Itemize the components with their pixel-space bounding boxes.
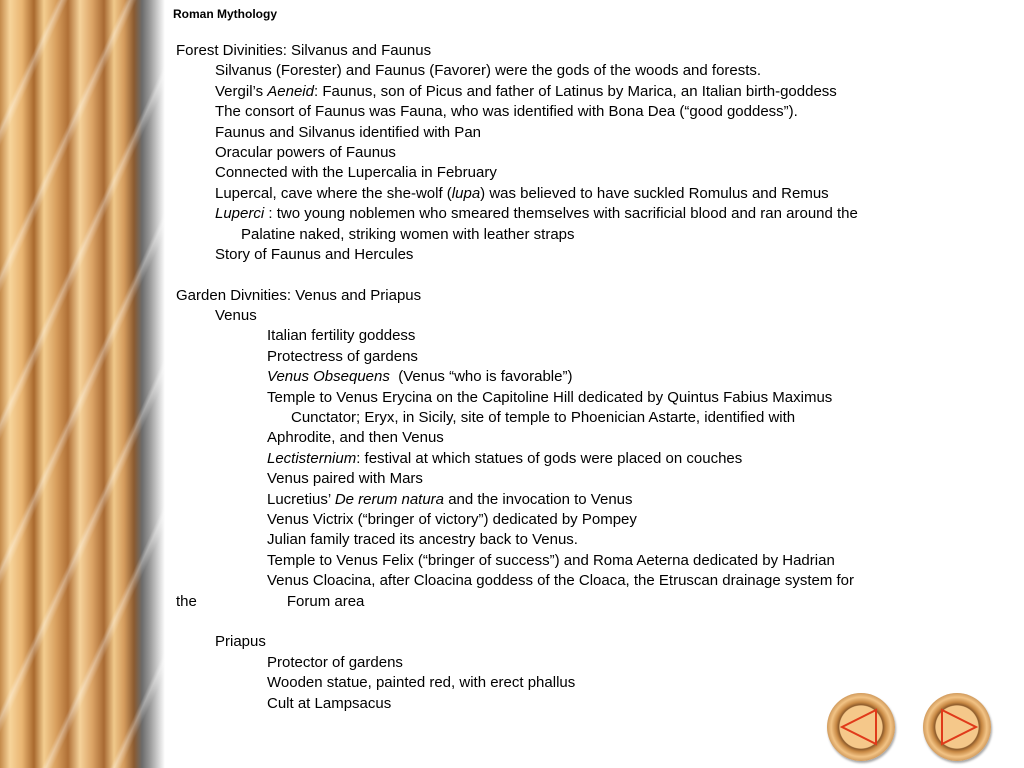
list-item: Wooden statue, painted red, with erect phallus (267, 674, 576, 692)
spacer (176, 265, 976, 285)
list-item (176, 184, 976, 204)
list-item: Venus paired with Mars (267, 470, 423, 488)
text-run: Vergil’s (215, 82, 268, 100)
text-run: : Faunus, son of Picus and father of Latinus by Marica, an Italian birth-goddess (313, 82, 837, 100)
decorative-pillar (0, 0, 165, 768)
list-item: Venus Cloacina, after Cloacina goddess of the Cloaca, the Etruscan drainage system for (267, 572, 854, 590)
text-italic: Venus Obsequens (267, 368, 390, 386)
list-item: Temple to Venus Erycina on the Capitoline Hill dedicated by Quintus Fabius Maximus (267, 388, 833, 406)
list-item (176, 490, 976, 510)
subheading-priapus: Priapus (215, 633, 266, 651)
list-item: Italian fertility goddess (267, 327, 416, 345)
list-item: Silvanus (Forester) and Faunus (Favorer) were the gods of the woods and forests. (215, 62, 762, 80)
text-run: Forum area (286, 592, 365, 610)
heading-forest-divinities: Forest Divinities: Silvanus and Faunus (176, 42, 432, 59)
text-italic: lupa (451, 184, 481, 202)
list-item: Julian family traced its ancestry back to Venus. (267, 531, 578, 549)
list-item (176, 367, 976, 387)
text-run: the (176, 592, 197, 610)
next-slide-button[interactable] (923, 693, 991, 761)
list-item: Story of Faunus and Hercules (215, 245, 414, 263)
list-item: The consort of Faunus was Fauna, who was identified with Bona Dea (“good goddess”). (215, 103, 798, 121)
list-item: Oracular powers of Faunus (215, 143, 396, 161)
text-run: : two young noblemen who smeared themselves with sacrificial blood and ran around the (264, 205, 858, 223)
subheading-venus: Venus (215, 307, 257, 325)
list-item-continuation: Cunctator; Eryx, in Sicily, site of temple to Phoenician Astarte, identified with (291, 409, 796, 427)
list-item: Faunus and Silvanus identified with Pan (215, 123, 482, 141)
text-run: : festival at which statues of gods were placed on couches (356, 449, 743, 467)
previous-slide-button[interactable] (827, 693, 895, 761)
left-arrow-icon (827, 693, 895, 761)
text-run: ) was believed to have suckled Romulus and Remus (480, 184, 829, 202)
list-item: Cult at Lampsacus (267, 694, 392, 712)
list-item (176, 204, 976, 224)
text-run: Lupercal, cave where the she-wolf ( (215, 184, 452, 202)
list-item-continuation: Aphrodite, and then Venus (267, 429, 444, 447)
page-title: Roman Mythology (173, 7, 277, 21)
text-italic: Lectisternium (267, 449, 357, 467)
list-item: Protectress of gardens (267, 347, 418, 365)
list-item: Connected with the Lupercalia in February (215, 164, 497, 182)
list-item: Temple to Venus Felix (“bringer of success”) and Roma Aeterna dedicated by Hadrian (267, 551, 835, 569)
list-item: Protector of gardens (267, 653, 403, 671)
heading-garden-divinities: Garden Divnities: Venus and Priapus (176, 286, 422, 304)
list-item (176, 82, 976, 102)
right-arrow-icon (923, 693, 991, 761)
slide-content (176, 41, 976, 714)
text-run: (Venus “who is favorable”) (389, 368, 573, 386)
spacer (176, 612, 976, 632)
text-run: and the invocation to Venus (444, 490, 633, 508)
list-item: Venus Victrix (“bringer of victory”) dedicated by Pompey (267, 510, 637, 528)
list-item-continuation: Palatine naked, striking women with leather straps (241, 225, 575, 243)
text-italic: Aeneid (267, 82, 314, 100)
list-item-continuation (176, 592, 976, 612)
text-italic: De rerum natura (334, 490, 445, 508)
text-italic: Luperci (215, 205, 265, 223)
text-run: Lucretius’ (267, 490, 335, 508)
list-item (176, 449, 976, 469)
